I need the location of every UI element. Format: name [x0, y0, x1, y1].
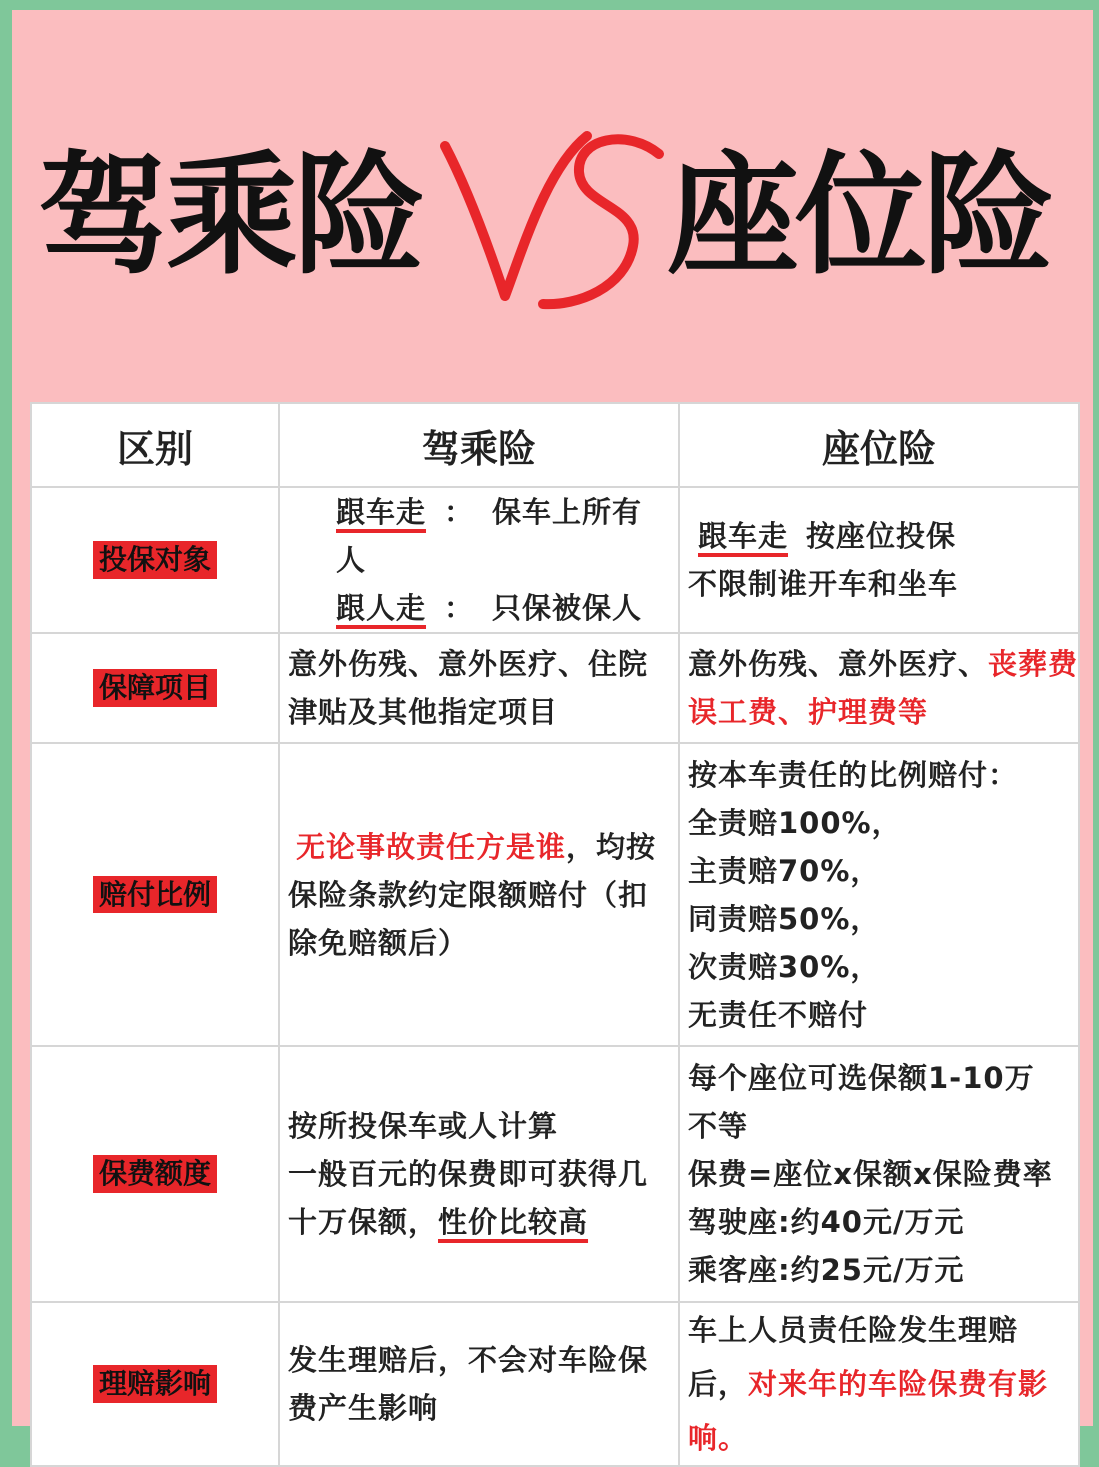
zuowei-cell: 跟车走 按座位投保 不限制谁开车和坐车 — [679, 487, 1079, 633]
row-label-insured: 投保对象 — [93, 541, 217, 578]
poster-frame — [12, 10, 1093, 1455]
header-jiacheng: 驾乘险 — [279, 403, 679, 487]
table-row: 保障项目 意外伤残、意外医疗、住院 津贴及其他指定项目 意外伤残、意外医疗、丧葬费 误工费、护理费等 — [31, 633, 1079, 743]
follow-car-value: 保车上所有人 — [336, 495, 643, 577]
header-zuowei: 座位险 — [679, 403, 1079, 487]
follow-person-key: 跟人走 — [336, 591, 427, 625]
table-row: 保费额度 按所投保车或人计算 一般百元的保费即可获得几 十万保额，性价比较高 每个座位可选保额1-10万 不等 保费=座位x保额x保险费率 驾驶座:约40元/万元 乘客座:约25元/万元 — [31, 1046, 1079, 1302]
title-jiacheng: 驾乘险 — [38, 139, 422, 293]
table-row: 理赔影响 发生理赔后，不会对车险保 费产生影响 车上人员责任险发生理赔 后，对来年的车险保费有影 响。 — [31, 1302, 1079, 1466]
vs-icon — [427, 128, 677, 318]
seat-follow-car-key: 跟车走 — [698, 519, 789, 553]
hero-title-area — [12, 10, 1093, 400]
title-zuowei: 座位险 — [667, 139, 1051, 293]
header-row — [31, 403, 1079, 487]
row-label-ratio: 赔付比例 — [93, 876, 217, 913]
comparison-table — [30, 402, 1080, 1467]
cost-effective-highlight: 性价比较高 — [438, 1205, 589, 1239]
header-difference: 区别 — [31, 403, 279, 487]
table-row — [31, 487, 1079, 633]
vs-text: VS — [427, 128, 429, 129]
row-label-claims: 理赔影响 — [93, 1365, 217, 1402]
row-label-cell — [31, 487, 279, 633]
follow-person-value: 只保被保人 — [492, 591, 643, 625]
row-label-coverage: 保障项目 — [93, 669, 217, 706]
jiacheng-cell: 跟车走 ： 保车上所有人 跟人走 ： 只保被保人 — [279, 487, 679, 633]
follow-car-key: 跟车走 — [336, 495, 427, 529]
row-label-premium: 保费额度 — [93, 1155, 217, 1192]
table-row: 赔付比例 无论事故责任方是谁，均按 保险条款约定限额赔付（扣 除免赔额后） 按本车责任的比例赔付： 全责赔100%， 主责赔70%， 同责赔50%， 次责赔30%， 无责任不赔付 — [31, 743, 1079, 1046]
